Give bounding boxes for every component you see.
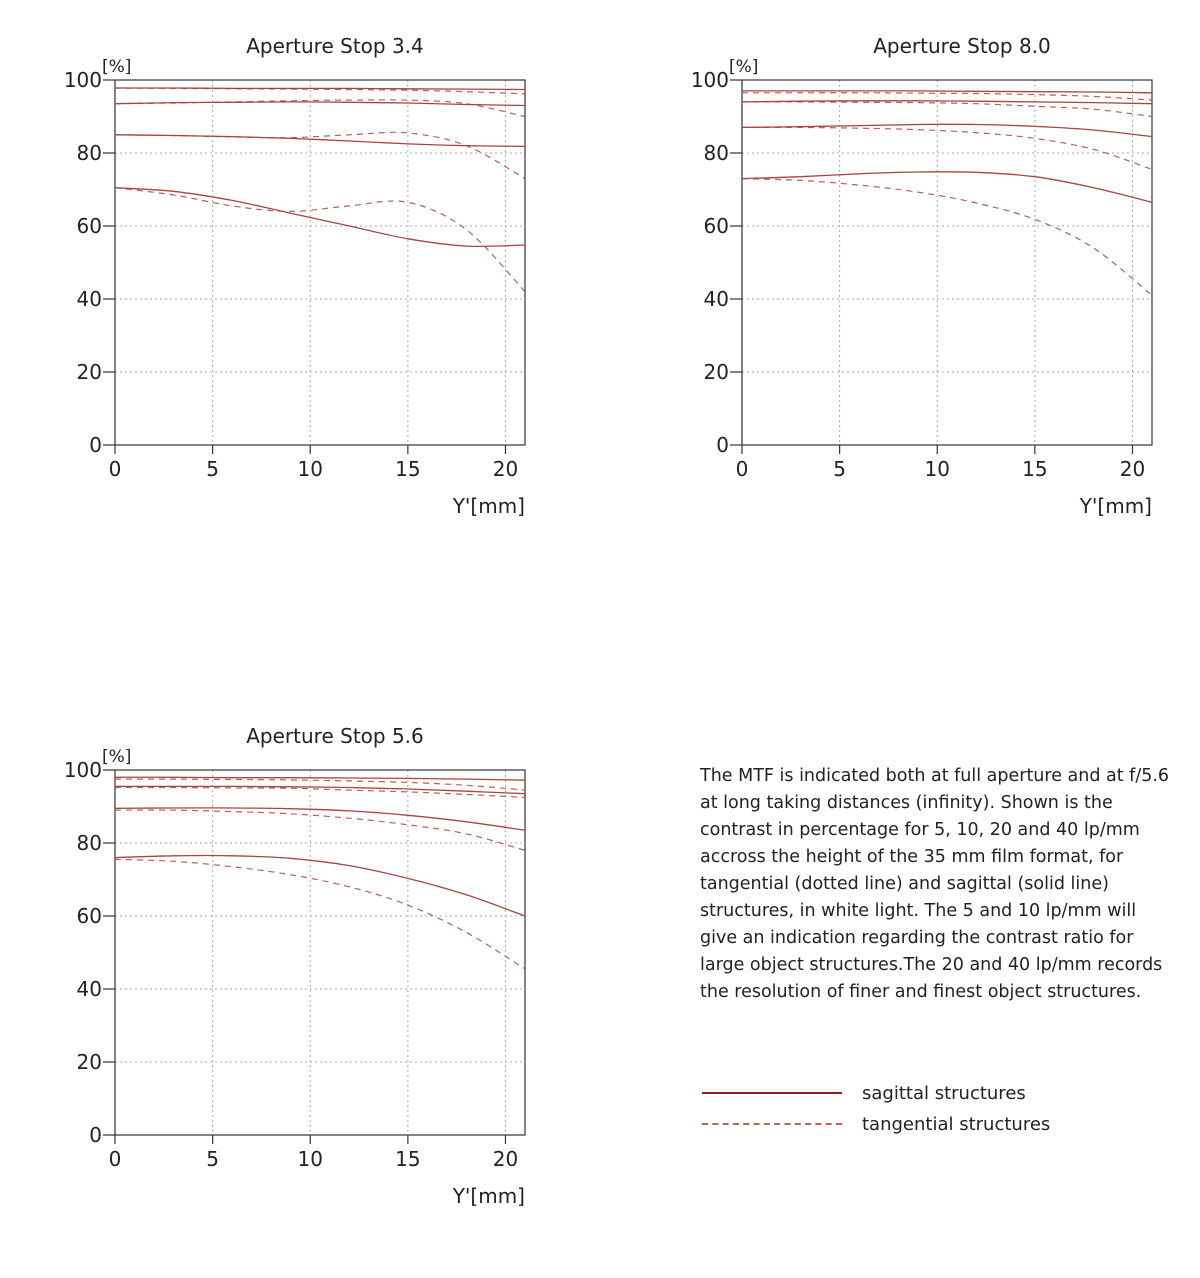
y-tick-label: 60 [703, 214, 729, 238]
mtf-chart-aperture-5-6 [0, 690, 620, 1250]
x-tick-label: 10 [297, 1147, 323, 1171]
y-tick-label: 20 [76, 1050, 102, 1074]
sagittal-curve [742, 91, 1152, 93]
tangential-curve [742, 127, 1152, 169]
x-tick-label: 15 [1022, 457, 1048, 481]
x-tick-label: 0 [108, 1147, 122, 1171]
y-tick-label: 60 [76, 904, 102, 928]
x-tick-label: 10 [297, 457, 323, 481]
x-tick-label: 5 [206, 457, 219, 481]
legend-tangential [702, 1112, 1050, 1136]
mtf-chart-aperture-3-4 [0, 0, 620, 560]
sagittal-curve [115, 786, 525, 793]
x-axis-label: Y'[mm] [1079, 494, 1152, 518]
y-tick-label: 40 [76, 287, 102, 311]
chart-title: Aperture Stop 5.6 [246, 724, 424, 748]
x-axis-label: Y'[mm] [452, 1184, 525, 1208]
chart-title: Aperture Stop 3.4 [246, 34, 424, 58]
tangential-curve [742, 179, 1152, 296]
y-tick-label: 80 [76, 831, 102, 855]
x-tick-label: 10 [924, 457, 950, 481]
x-tick-label: 20 [1119, 457, 1146, 481]
sagittal-curve [115, 135, 525, 147]
y-axis-unit-label: [%] [102, 57, 132, 77]
plot-frame [115, 770, 525, 1135]
y-tick-label: 40 [703, 287, 729, 311]
legend-tangential-label: tangential structures [862, 1113, 1051, 1135]
y-axis-unit-label: [%] [729, 57, 759, 77]
y-tick-label: 80 [76, 141, 102, 165]
sagittal-curve [742, 101, 1152, 104]
tangential-curve [115, 859, 525, 969]
tangential-curve [115, 188, 525, 292]
y-tick-label: 20 [76, 360, 102, 384]
legend-sagittal [702, 1081, 1026, 1105]
x-axis-label: Y'[mm] [452, 494, 525, 518]
x-tick-label: 20 [492, 1147, 519, 1171]
x-tick-label: 15 [395, 1147, 421, 1171]
tangential-curve [115, 779, 525, 790]
y-tick-label: 40 [76, 977, 102, 1001]
mtf-description: The MTF is indicated both at full aperture and at f/5.6 at long taking distances (infinity). Shown is the contrast in percentage for 5, 10, 20 and 40 lp/mm accross the height of the 35 mm film format, for tangential (dotted line) and sagittal (solid line) structures, in white light. The 5 and 10 lp/mm will give an indication regarding the contrast ratio for large object structures.The 20 and 40 lp/mm records the resolution of finer and finest object structures. [700, 766, 1170, 1002]
sagittal-curve [115, 808, 525, 830]
tangential-curve [115, 788, 525, 798]
sagittal-curve [115, 88, 525, 90]
y-tick-label: 80 [703, 141, 729, 165]
tangential-curve [115, 810, 525, 850]
y-axis-unit-label: [%] [102, 747, 132, 767]
mtf-chart-aperture-8-0 [627, 0, 1200, 560]
tangential-curve [742, 102, 1152, 117]
tangential-curve [742, 93, 1152, 100]
sagittal-curve [742, 172, 1152, 203]
legend-solid-line-swatch [702, 1092, 842, 1094]
x-tick-label: 0 [108, 457, 122, 481]
y-tick-label: 60 [76, 214, 102, 238]
chart-title: Aperture Stop 8.0 [873, 34, 1051, 58]
sagittal-curve [115, 777, 525, 780]
y-tick-label: 100 [690, 68, 729, 92]
y-tick-label: 0 [89, 433, 102, 457]
plot-frame [115, 80, 525, 445]
y-tick-label: 20 [703, 360, 729, 384]
y-tick-label: 0 [716, 433, 729, 457]
legend-sagittal-label: sagittal structures [862, 1082, 1026, 1104]
sagittal-curve [742, 124, 1152, 136]
sagittal-curve [115, 855, 525, 916]
sagittal-curve [115, 102, 525, 106]
y-tick-label: 100 [63, 758, 102, 782]
x-tick-label: 15 [395, 457, 421, 481]
sagittal-curve [115, 188, 525, 247]
x-tick-label: 5 [206, 1147, 219, 1171]
plot-frame [742, 80, 1152, 445]
y-tick-label: 0 [89, 1123, 102, 1147]
x-tick-label: 5 [833, 457, 846, 481]
x-tick-label: 0 [735, 457, 749, 481]
y-tick-label: 100 [63, 68, 102, 92]
x-tick-label: 20 [492, 457, 519, 481]
legend-dashed-line-swatch [702, 1123, 842, 1125]
